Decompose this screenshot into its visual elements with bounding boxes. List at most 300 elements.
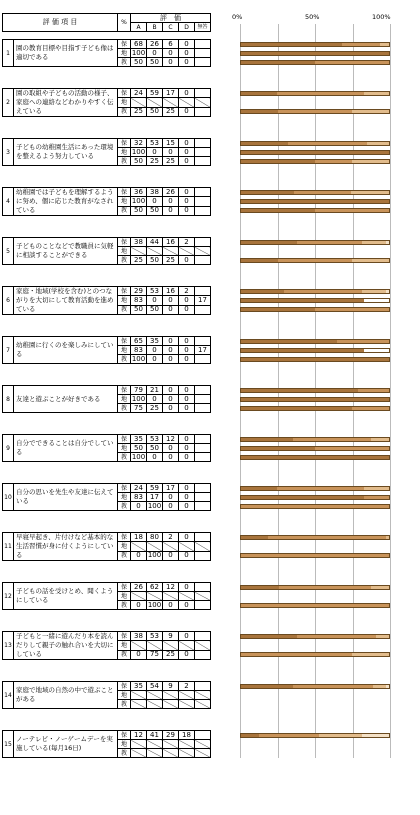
value-cell-c: 0 (163, 206, 179, 215)
bar-segment-b (294, 191, 350, 194)
value-cell-d: 0 (179, 305, 195, 314)
value-cell-a: 24 (131, 89, 147, 98)
value-cell-a (131, 542, 147, 551)
item-text: 子どものことなどで教職員に気軽に相談することができる (14, 238, 118, 265)
stacked-bar (240, 495, 390, 500)
item-text: 自分の思いを先生や友達に伝えている (14, 484, 118, 511)
value-cell-b: 80 (147, 533, 163, 542)
stacked-bar (240, 42, 390, 47)
item-number: 14 (3, 682, 14, 709)
bar-segment-a (241, 536, 268, 539)
value-cell-d (179, 700, 195, 709)
item-row (3, 386, 211, 395)
value-cell-a: 83 (131, 493, 147, 502)
value-cell-b: 0 (147, 346, 163, 355)
bar-segment-b (315, 61, 389, 64)
stacked-bar (240, 357, 390, 362)
stacked-bar (240, 553, 390, 558)
bar-segment-c (352, 110, 389, 113)
item-text: 家庭で地域の自然の中で遊ぶことがある (14, 682, 118, 709)
gap-cell (3, 660, 211, 682)
evaluation-table (2, 13, 211, 758)
value-cell-c: 0 (163, 197, 179, 206)
value-cell-d: 0 (179, 601, 195, 610)
stacked-bar (240, 150, 390, 155)
value-cell-d: 2 (179, 238, 195, 247)
bar-segment-c (371, 438, 389, 441)
no-answer-cell (195, 444, 211, 453)
bar-segment-b (259, 734, 320, 737)
value-cell-d (179, 247, 195, 256)
value-cell-b: 17 (147, 493, 163, 502)
value-cell-d: 0 (179, 533, 195, 542)
bar-segment-c (352, 160, 389, 163)
value-cell-c: 0 (163, 305, 179, 314)
header-percent: % (118, 14, 131, 32)
item-number: 13 (3, 632, 14, 660)
bar-segment-a (241, 160, 315, 163)
bar-segment-b (241, 653, 352, 656)
value-cell-d (179, 542, 195, 551)
value-cell-b (147, 98, 163, 107)
value-cell-d: 0 (179, 444, 195, 453)
value-cell-a: 75 (131, 404, 147, 413)
value-cell-a: 29 (131, 287, 147, 296)
value-cell-a: 79 (131, 386, 147, 395)
no-answer-cell (195, 740, 211, 749)
group-label: 地 (118, 493, 131, 502)
gap-cell (3, 32, 211, 40)
bar-segment-a (241, 308, 315, 311)
stacked-bar (240, 437, 390, 442)
value-cell-a: 32 (131, 139, 147, 148)
value-cell-d: 0 (179, 296, 195, 305)
no-answer-cell (195, 206, 211, 215)
value-cell-d: 0 (179, 139, 195, 148)
value-cell-c: 12 (163, 583, 179, 592)
bar-segment-b (297, 241, 362, 244)
header-grade-d: D (179, 23, 195, 32)
value-cell-c: 0 (163, 386, 179, 395)
bar-segment-a (241, 110, 278, 113)
group-label: 地 (118, 542, 131, 551)
gap-cell (3, 561, 211, 583)
value-cell-b: 0 (147, 148, 163, 157)
bar-segment-c (364, 487, 389, 490)
gap-cell (3, 67, 211, 89)
value-cell-b: 100 (147, 551, 162, 560)
bar-segment-a (241, 358, 389, 361)
no-answer-cell (195, 691, 211, 700)
bar-segment-c (362, 241, 386, 244)
section-gap (3, 32, 211, 40)
stacked-bar (240, 240, 390, 245)
item-text: 幼稚園に行くのを楽しみにしている (14, 337, 118, 364)
value-cell-c: 9 (163, 632, 179, 641)
no-answer-cell (195, 592, 211, 601)
value-cell-d: 0 (179, 337, 195, 346)
value-cell-b: 54 (147, 682, 163, 691)
stacked-bar (240, 51, 390, 56)
value-cell-a: 83 (131, 296, 147, 305)
stacked-bar (240, 208, 390, 213)
bar-segment-a (241, 487, 277, 490)
gap-cell (3, 117, 211, 139)
header-grade-c: C (163, 23, 179, 32)
bar-segment-b (293, 438, 371, 441)
item-text: 子どもの話を受けとめ、聞くようにしている (14, 583, 118, 610)
group-label: 教 (118, 700, 131, 709)
item-row (3, 435, 211, 444)
value-cell-d: 0 (179, 386, 195, 395)
value-cell-c: 0 (163, 49, 179, 58)
value-cell-b: 26 (147, 40, 163, 49)
value-cell-b: 50 (147, 206, 163, 215)
value-cell-a: 0 (131, 601, 147, 610)
value-cell-a: 12 (131, 731, 147, 740)
value-cell-c: 12 (163, 435, 179, 444)
value-cell-a: 100 (131, 354, 146, 363)
gap-cell (3, 413, 211, 435)
no-answer-cell: 17 (195, 346, 211, 355)
group-label: 教 (118, 601, 131, 610)
bar-segment-b (277, 92, 364, 95)
value-cell-a: 0 (131, 551, 147, 560)
stacked-bar (240, 159, 390, 164)
bar-segment-b (288, 142, 366, 145)
item-row (3, 238, 211, 247)
value-cell-c: 0 (163, 453, 179, 462)
value-cell-a (131, 749, 147, 758)
bar-segment-a (241, 200, 389, 203)
value-cell-c: 2 (163, 533, 179, 542)
value-cell-a: 68 (131, 40, 147, 49)
stacked-bar (240, 258, 390, 263)
value-cell-d: 0 (179, 551, 195, 560)
value-cell-c: 9 (163, 682, 179, 691)
no-answer-cell (195, 98, 211, 107)
group-label: 地 (118, 346, 131, 355)
no-answer-cell (195, 632, 211, 641)
value-cell-d (179, 749, 195, 758)
section-gap (3, 413, 211, 435)
value-cell-a (131, 98, 147, 107)
group-label: 地 (118, 444, 131, 453)
bar-segment-b (364, 496, 389, 499)
value-cell-d: 0 (179, 435, 195, 444)
chart-gridline (390, 24, 391, 758)
bar-segment-a (241, 209, 315, 212)
bar-segment-a (241, 241, 297, 244)
item-row (3, 188, 211, 197)
no-answer-cell: 17 (195, 296, 211, 305)
value-cell-c (163, 691, 179, 700)
item-number: 6 (3, 287, 14, 315)
value-cell-c: 16 (163, 238, 179, 247)
value-cell-a: 100 (131, 147, 146, 156)
axis-label-0: 0% (232, 13, 243, 21)
no-answer-cell (195, 749, 211, 758)
value-cell-c: 0 (163, 493, 179, 502)
no-answer-cell (195, 682, 211, 691)
bar-segment-c (373, 685, 386, 688)
value-cell-c: 0 (163, 355, 179, 364)
bar-segment-b (352, 407, 389, 410)
group-label: 教 (118, 551, 131, 560)
no-answer-cell (195, 58, 211, 67)
bar-segment-b (315, 308, 389, 311)
item-row (3, 533, 211, 542)
bar-segment-b (241, 554, 389, 557)
no-answer-cell (195, 583, 211, 592)
header-grade-b: B (147, 23, 163, 32)
group-label: 保 (118, 386, 131, 395)
value-cell-c (163, 247, 179, 256)
section-gap (3, 265, 211, 287)
no-answer-cell (195, 453, 211, 462)
value-cell-d (179, 641, 195, 650)
value-cell-a: 100 (131, 394, 146, 403)
item-number: 9 (3, 435, 14, 462)
group-label: 教 (118, 453, 131, 462)
bar-segment-b (315, 160, 352, 163)
item-row (3, 632, 211, 641)
no-answer-cell (195, 700, 211, 709)
section-gap (3, 216, 211, 238)
value-cell-c (163, 641, 179, 650)
no-answer-cell (195, 641, 211, 650)
no-answer-cell (195, 551, 211, 560)
value-cell-b: 50 (147, 107, 163, 116)
stacked-bar (240, 733, 390, 738)
value-cell-d: 0 (179, 484, 195, 493)
no-answer-cell (195, 238, 211, 247)
value-cell-d: 0 (179, 89, 195, 98)
bar-segment-b (279, 586, 371, 589)
bar-segment-a (241, 92, 277, 95)
no-answer-cell (195, 484, 211, 493)
no-answer-cell (195, 533, 211, 542)
value-cell-a: 100 (131, 452, 146, 461)
group-label: 地 (118, 98, 131, 107)
no-answer-cell (195, 107, 211, 116)
value-cell-c: 25 (163, 107, 179, 116)
section-gap (3, 610, 211, 632)
stacked-bar (240, 190, 390, 195)
header-item: 評 価 項 目 (3, 14, 118, 32)
section-gap (3, 660, 211, 682)
stacked-bar (240, 109, 390, 114)
bar-segment-a (241, 398, 389, 401)
value-cell-d: 0 (179, 206, 195, 215)
value-cell-a: 25 (131, 107, 147, 116)
value-cell-a: 83 (131, 346, 147, 355)
value-cell-c: 0 (163, 346, 179, 355)
no-answer-cell (195, 395, 211, 404)
value-cell-d: 0 (179, 256, 195, 265)
bar-segment-c (376, 635, 389, 638)
value-cell-b: 44 (147, 238, 163, 247)
bar-segment-a (241, 191, 294, 194)
value-cell-d (179, 740, 195, 749)
group-label: 教 (118, 107, 131, 116)
value-cell-b: 25 (147, 404, 163, 413)
no-answer-cell (195, 148, 211, 157)
bar-segment-a (241, 290, 284, 293)
value-cell-c: 0 (163, 148, 179, 157)
no-answer-cell (195, 355, 211, 364)
item-row (3, 682, 211, 691)
section-gap (3, 166, 211, 188)
value-cell-b: 50 (147, 58, 163, 67)
bar-segment-c (351, 191, 389, 194)
value-cell-a (131, 592, 147, 601)
gap-cell (3, 166, 211, 188)
value-cell-d: 18 (179, 731, 195, 740)
no-answer-cell (195, 386, 211, 395)
bar-segment-b (315, 447, 389, 450)
no-answer-cell (195, 40, 211, 49)
value-cell-b: 41 (147, 731, 163, 740)
no-answer-cell (195, 188, 211, 197)
no-answer-cell (195, 502, 211, 511)
gap-cell (3, 709, 211, 731)
stacked-bar (240, 348, 390, 353)
bar-segment-b (293, 685, 373, 688)
group-label: 教 (118, 502, 131, 511)
section-gap (3, 117, 211, 139)
item-row (3, 40, 211, 49)
bar-segment-b (277, 487, 364, 490)
group-label: 地 (118, 197, 131, 206)
value-cell-d: 0 (179, 148, 195, 157)
bar-segment-b (268, 536, 386, 539)
value-cell-a: 18 (131, 533, 147, 542)
gap-cell (3, 511, 211, 533)
stacked-bar (240, 91, 390, 96)
value-cell-b: 100 (147, 501, 162, 510)
item-row (3, 484, 211, 493)
value-cell-b: 59 (147, 89, 163, 98)
item-number: 11 (3, 533, 14, 561)
value-cell-b: 0 (147, 49, 163, 58)
bar-segment-b (278, 110, 352, 113)
stacked-bar (240, 397, 390, 402)
bar-segment-b (297, 635, 375, 638)
value-cell-b (147, 700, 163, 709)
item-row (3, 731, 211, 740)
group-label: 教 (118, 355, 131, 364)
value-cell-b: 50 (147, 305, 163, 314)
group-label: 地 (118, 148, 131, 157)
item-number: 5 (3, 238, 14, 265)
item-text: 子どもの幼稚園生活にあった環境を整えるよう努力している (14, 139, 118, 166)
value-cell-b: 0 (147, 395, 163, 404)
value-cell-b (147, 542, 163, 551)
value-cell-d: 0 (179, 49, 195, 58)
value-cell-a: 50 (131, 157, 147, 166)
group-label: 地 (118, 247, 131, 256)
value-cell-b: 50 (147, 444, 163, 453)
axis-label-50: 50% (305, 13, 320, 21)
value-cell-c: 26 (163, 188, 179, 197)
value-cell-b: 59 (147, 484, 163, 493)
value-cell-b: 62 (147, 583, 163, 592)
no-answer-cell (195, 287, 211, 296)
no-answer-cell (195, 731, 211, 740)
value-cell-b: 21 (147, 386, 163, 395)
stacked-bar (240, 298, 390, 303)
value-cell-c (163, 700, 179, 709)
value-cell-c: 17 (163, 89, 179, 98)
value-cell-a: 50 (131, 58, 147, 67)
group-label: 保 (118, 583, 131, 592)
value-cell-d (179, 691, 195, 700)
value-cell-b: 53 (147, 139, 163, 148)
group-label: 保 (118, 337, 131, 346)
value-cell-c (163, 592, 179, 601)
bar-segment-b (278, 259, 352, 262)
value-cell-c: 25 (163, 157, 179, 166)
value-cell-d: 0 (179, 40, 195, 49)
bar-segment-a (241, 438, 293, 441)
group-label: 教 (118, 157, 131, 166)
item-text: 子どもと一緒に遊んだり本を読んだりして親子の触れ合いを大切にしている (14, 632, 118, 660)
stacked-bar (240, 603, 390, 608)
group-label: 地 (118, 740, 131, 749)
group-label: 保 (118, 533, 131, 542)
bar-segment-c (371, 586, 389, 589)
section-gap (3, 561, 211, 583)
stacked-bar (240, 60, 390, 65)
group-label: 保 (118, 731, 131, 740)
bar-segment-b (358, 389, 389, 392)
value-cell-b: 0 (147, 197, 163, 206)
value-cell-c: 25 (163, 256, 179, 265)
value-cell-d: 2 (179, 287, 195, 296)
bar-segment-d (362, 734, 389, 737)
stacked-bar (240, 634, 390, 639)
bar-segment-c (319, 734, 362, 737)
gap-cell (3, 462, 211, 484)
value-cell-a: 65 (131, 337, 147, 346)
group-label: 教 (118, 305, 131, 314)
no-answer-cell (195, 650, 211, 659)
value-cell-a: 50 (131, 444, 147, 453)
group-label: 地 (118, 641, 131, 650)
section-gap (3, 67, 211, 89)
bar-segment-a (241, 635, 297, 638)
value-cell-a: 100 (131, 196, 146, 205)
bar-segment-c (362, 290, 386, 293)
bar-segment-b (241, 604, 389, 607)
value-cell-c: 0 (163, 58, 179, 67)
header-grade-a: A (131, 23, 147, 32)
no-answer-cell (195, 337, 211, 346)
value-cell-c: 17 (163, 484, 179, 493)
value-cell-b: 25 (147, 157, 163, 166)
group-label: 教 (118, 58, 131, 67)
no-answer-cell (195, 435, 211, 444)
value-cell-d: 0 (179, 107, 195, 116)
group-label: 教 (118, 650, 131, 659)
stacked-bar (240, 684, 390, 689)
value-cell-a: 0 (131, 502, 147, 511)
value-cell-b (147, 592, 163, 601)
value-cell-a (131, 691, 147, 700)
item-row (3, 583, 211, 592)
value-cell-b (147, 740, 163, 749)
